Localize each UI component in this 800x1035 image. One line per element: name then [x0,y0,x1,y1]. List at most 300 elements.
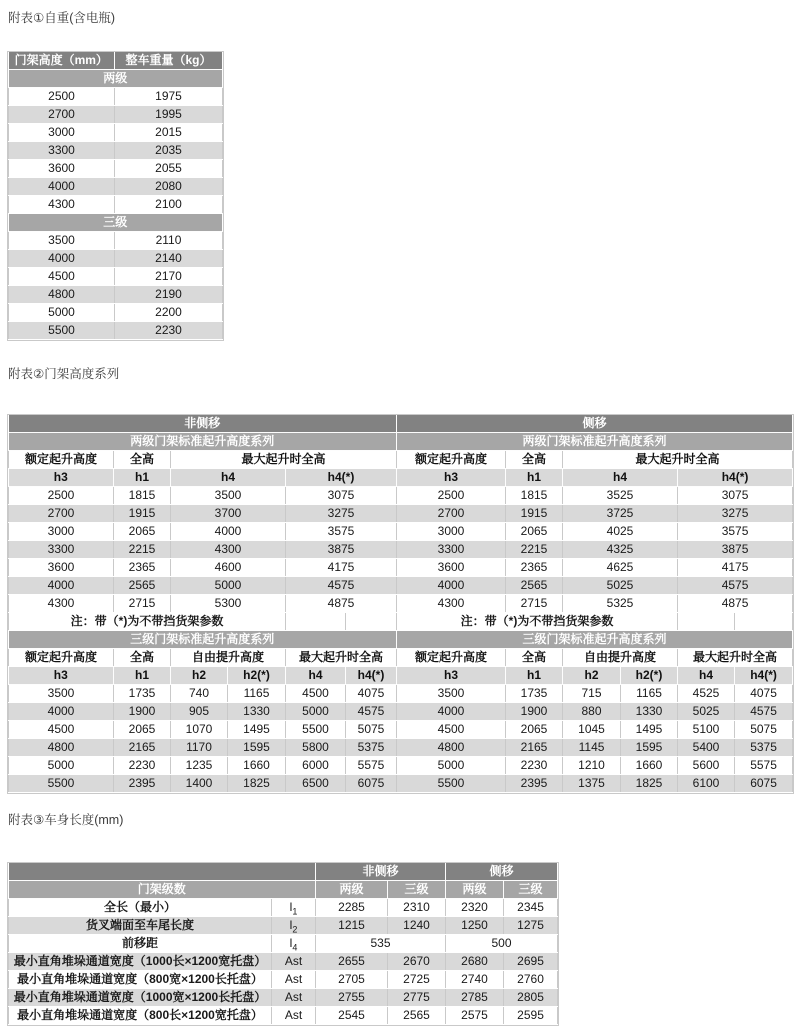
table-cell: 4575 [346,703,397,721]
table-row [9,899,558,917]
two-stage-group-header-row [9,451,793,469]
table-cell: 1595 [228,739,286,757]
table-cell: 2500 [397,487,506,505]
table-cell: 2715 [506,595,563,613]
three-stage-section-title-left: 三级门架标准起升高度系列 [9,631,397,649]
table-cell: 1145 [563,739,621,757]
corner-cell [9,863,316,881]
table-cell: 2110 [115,232,223,250]
table-cell: 5500 [9,322,115,340]
table-cell: 2695 [504,953,558,971]
table-row [9,523,793,541]
section-label-three-stage: 三级 [9,214,223,232]
row-label: 货叉端面至车尾长度 [9,917,272,935]
table-row [9,322,223,340]
table-cell: 4000 [9,178,115,196]
table-cell: 4525 [678,685,735,703]
table-cell: 4575 [735,703,793,721]
sym-h4-right: h4 [678,667,735,685]
table-cell: 2215 [114,541,171,559]
table-cell: 5100 [678,721,735,739]
table-cell: 1995 [115,106,223,124]
table-cell: 5300 [171,595,286,613]
sym-h1-right: h1 [506,469,563,487]
table-cell: 2700 [9,505,114,523]
table-cell: 1815 [114,487,171,505]
table-cell: 5075 [735,721,793,739]
sym-h1-left: h1 [114,667,171,685]
row-label: 最小直角堆垛通道宽度（1000宽×1200长托盘） [9,989,272,1007]
table-cell: 5000 [9,304,115,322]
group-header-max-lift-right: 最大起升时全高 [563,451,793,469]
table-cell: 1825 [228,775,286,793]
table-cell: 1915 [506,505,563,523]
group-header-max-lift-right: 最大起升时全高 [678,649,793,667]
table-cell: 2345 [504,899,558,917]
table-cell: 3575 [678,523,793,541]
table-row [9,953,558,971]
table-cell: 4075 [346,685,397,703]
table-cell: 3000 [9,523,114,541]
table-cell: 1165 [621,685,678,703]
table-cell: 5000 [9,757,114,775]
table-cell: 1215 [316,917,388,935]
sym-h1-right: h1 [506,667,563,685]
table-cell: 1165 [228,685,286,703]
table3-stage-header-row [9,881,558,899]
table-cell: 2065 [506,523,563,541]
table-cell: 4800 [397,739,506,757]
table-cell: 2320 [446,899,504,917]
table-row [9,989,558,1007]
two-stage-height-rows [9,487,793,613]
two-stage-section-title-left: 两级门架标准起升高度系列 [9,433,397,451]
table-cell: 2805 [504,989,558,1007]
table-row [9,685,793,703]
table-cell: 3875 [678,541,793,559]
table-cell: 4300 [171,541,286,559]
table-row [9,268,223,286]
note-row [9,613,793,631]
table-cell: 2565 [388,1007,446,1025]
table-cell: 4575 [678,577,793,595]
table3-title: 附表③车身长度(mm) [8,813,124,827]
table-cell: 2215 [506,541,563,559]
row-label: 最小直角堆垛通道宽度（1000长×1200宽托盘） [9,953,272,971]
table3-top-header-row [9,863,558,881]
table-cell: 3525 [563,487,678,505]
sym-h3-left: h3 [9,469,114,487]
table-row [9,577,793,595]
table-cell: 1735 [114,685,171,703]
table-cell: 5025 [563,577,678,595]
header-sideshift: 侧移 [397,415,793,433]
table2-top-header-row [9,415,793,433]
table-row [9,739,793,757]
table-cell: 5375 [735,739,793,757]
table-cell: 3275 [678,505,793,523]
table-cell: 5575 [346,757,397,775]
table-cell: 2165 [114,739,171,757]
three-stage-section-row [9,631,793,649]
table-cell: 4000 [9,577,114,595]
group-header-max-lift-left: 最大起升时全高 [171,451,397,469]
table-cell: 2680 [446,953,504,971]
table-cell: 1045 [563,721,621,739]
table-cell: 3725 [563,505,678,523]
sym-h3-right: h3 [397,667,506,685]
table-cell: 2140 [115,250,223,268]
table-cell: 5075 [346,721,397,739]
table-cell: 2230 [115,322,223,340]
table-cell: 2595 [504,1007,558,1025]
table-row [9,559,793,577]
table-cell: 2575 [446,1007,504,1025]
table-cell: 2755 [316,989,388,1007]
table-cell: 740 [171,685,228,703]
table-cell: 2080 [115,178,223,196]
table-cell: 3300 [397,541,506,559]
table-cell: 2715 [114,595,171,613]
table-cell: 4325 [563,541,678,559]
empty-cell [286,613,346,631]
table-cell: 2170 [115,268,223,286]
table-cell: 3575 [286,523,397,541]
group-header-max-lift-left: 最大起升时全高 [286,649,397,667]
group-header-free-lift-left: 自由提升高度 [171,649,286,667]
table-cell: 2500 [9,487,114,505]
row-symbol: $l_1$ [272,899,316,917]
table-cell: 1170 [171,739,228,757]
three-stage-weight-rows [9,232,223,340]
table-cell: 4875 [678,595,793,613]
table-cell: 1210 [563,757,621,775]
sym-h2-star-right: h2(*) [621,667,678,685]
sym-h4-star-left: h4(*) [286,469,397,487]
row-label: 最小直角堆垛通道宽度（800宽×1200长托盘） [9,971,272,989]
table-row [9,505,793,523]
table-row [9,142,223,160]
three-stage-section-title-right: 三级门架标准起升高度系列 [397,631,793,649]
table-cell: 2700 [397,505,506,523]
table-cell: 5025 [678,703,735,721]
table-cell: 4500 [9,721,114,739]
table-cell: 4500 [9,268,115,286]
row-label: 最小直角堆垛通道宽度（800长×1200宽托盘） [9,1007,272,1025]
table-cell: 4800 [9,739,114,757]
note-right: 注：带（*)为不带挡货架参数 [397,613,678,631]
section-row-two-stage [9,70,223,88]
table-row [9,721,793,739]
table-cell: 2065 [114,721,171,739]
table-cell: 2065 [506,721,563,739]
row-symbol: Ast [272,971,316,989]
table-row [9,106,223,124]
sym-h1-left: h1 [114,469,171,487]
table-cell: 3300 [9,541,114,559]
header-non-sideshift: 非侧移 [316,863,446,881]
table-cell: 2760 [504,971,558,989]
table-cell: 5600 [678,757,735,775]
col-header-truck-weight: 整车重量（kg） [115,52,223,70]
table-cell: 715 [563,685,621,703]
row-label: 全长（最小） [9,899,272,917]
table-cell: 2015 [115,124,223,142]
table-cell: 2725 [388,971,446,989]
table-cell: 2230 [506,757,563,775]
sym-h2-star-left: h2(*) [228,667,286,685]
table-cell: 4075 [735,685,793,703]
table-cell: 3600 [397,559,506,577]
table-row [9,178,223,196]
table-cell: 6075 [346,775,397,793]
sym-h3-left: h3 [9,667,114,685]
empty-cell [678,613,735,631]
table-cell: 2395 [114,775,171,793]
sym-h4-star-right: h4(*) [735,667,793,685]
row-symbol: $l_4$ [272,935,316,953]
body-length-table [8,863,558,1025]
row-symbol: Ast [272,953,316,971]
table-cell: 4800 [9,286,115,304]
sym-h3-right: h3 [397,469,506,487]
three-stage-height-rows [9,685,793,793]
table-row [9,757,793,775]
table-cell: 1900 [506,703,563,721]
table-cell: 4500 [286,685,346,703]
table-cell: 4500 [397,721,506,739]
table-cell: 4000 [171,523,286,541]
table-cell: 4625 [563,559,678,577]
table-cell: 4175 [286,559,397,577]
table-cell: 2035 [115,142,223,160]
sym-h2-right: h2 [563,667,621,685]
table-cell: 1660 [621,757,678,775]
table-cell: 2365 [114,559,171,577]
table-row [9,935,558,953]
table-cell: 3500 [9,685,114,703]
table-cell: 5500 [9,775,114,793]
table-cell: 5500 [286,721,346,739]
table-cell: 2200 [115,304,223,322]
header-three-stage-side: 三级 [504,881,558,899]
table-cell: 880 [563,703,621,721]
table-cell: 500 [446,935,558,953]
table-cell: 535 [316,935,446,953]
table-cell: 5000 [397,757,506,775]
table-cell: 1330 [228,703,286,721]
table-cell: 4000 [397,703,506,721]
empty-cell [735,613,793,631]
group-header-rated-lift-left: 额定起升高度 [9,649,114,667]
table-cell: 3275 [286,505,397,523]
table1-title: 附表①自重(含电瓶) [8,11,116,25]
table-cell: 4025 [563,523,678,541]
table-cell: 3500 [171,487,286,505]
table-cell: 2700 [9,106,115,124]
table-cell: 2395 [506,775,563,793]
table-row [9,1007,558,1025]
table-cell: 3500 [9,232,115,250]
group-header-overall-height-right: 全高 [506,649,563,667]
table-row [9,917,558,935]
sym-h4-left: h4 [286,667,346,685]
table2-title: 附表②门架高度系列 [8,367,120,381]
group-header-free-lift-right: 自由提升高度 [563,649,678,667]
table-cell: 2565 [114,577,171,595]
table-cell: 1915 [114,505,171,523]
table-row [9,775,793,793]
row-symbol: Ast [272,1007,316,1025]
table-cell: 3000 [9,124,115,142]
table-cell: 1330 [621,703,678,721]
table-cell: 2365 [506,559,563,577]
group-header-overall-height-right: 全高 [506,451,563,469]
header-two-stage-nonside: 两级 [316,881,388,899]
table-row [9,160,223,178]
table-cell: 3875 [286,541,397,559]
table-cell: 5575 [735,757,793,775]
table-cell: 5000 [171,577,286,595]
group-header-rated-lift-left: 额定起升高度 [9,451,114,469]
table-row [9,971,558,989]
table-cell: 4000 [9,250,115,268]
table1-header-row [9,52,223,70]
table-cell: 3600 [9,160,115,178]
table-cell: 1900 [114,703,171,721]
table-cell: 5500 [397,775,506,793]
table-cell: 2705 [316,971,388,989]
row-symbol: Ast [272,989,316,1007]
table-cell: 1240 [388,917,446,935]
table-row [9,304,223,322]
table-cell: 4000 [397,577,506,595]
table-cell: 2285 [316,899,388,917]
table-cell: 1235 [171,757,228,775]
table-cell: 1815 [506,487,563,505]
group-header-rated-lift-right: 额定起升高度 [397,451,506,469]
row-label: 前移距 [9,935,272,953]
table-cell: 1660 [228,757,286,775]
table-cell: 5000 [286,703,346,721]
header-three-stage-nonside: 三级 [388,881,446,899]
two-stage-section-row [9,433,793,451]
group-header-overall-height-left: 全高 [114,649,171,667]
table-cell: 6075 [735,775,793,793]
table-cell: 2165 [506,739,563,757]
table-cell: 5375 [346,739,397,757]
table-cell: 2740 [446,971,504,989]
table-cell: 4300 [9,595,114,613]
table-row [9,595,793,613]
table-cell: 1275 [504,917,558,935]
header-non-sideshift: 非侧移 [9,415,397,433]
table-cell: 3700 [171,505,286,523]
sym-h4-star-right: h4(*) [678,469,793,487]
table-cell: 1735 [506,685,563,703]
table-cell: 1070 [171,721,228,739]
table-cell: 4000 [9,703,114,721]
table-cell: 2190 [115,286,223,304]
table-row [9,286,223,304]
table-row [9,88,223,106]
table-cell: 2785 [446,989,504,1007]
table-row [9,232,223,250]
table-cell: 3600 [9,559,114,577]
table-cell: 4575 [286,577,397,595]
table-cell: 6500 [286,775,346,793]
sym-h2-left: h2 [171,667,228,685]
table-cell: 2310 [388,899,446,917]
table-cell: 1495 [228,721,286,739]
empty-cell [346,613,397,631]
table-cell: 1975 [115,88,223,106]
table-row [9,487,793,505]
table-cell: 3075 [678,487,793,505]
table-cell: 3000 [397,523,506,541]
table-cell: 3075 [286,487,397,505]
two-stage-weight-rows [9,88,223,214]
table-cell: 5400 [678,739,735,757]
self-weight-table [8,52,223,340]
table-cell: 1250 [446,917,504,935]
table-cell: 4600 [171,559,286,577]
header-mast-stages: 门架级数 [9,881,316,899]
table-cell: 2055 [115,160,223,178]
table-cell: 2775 [388,989,446,1007]
sym-h4-right: h4 [563,469,678,487]
table-cell: 4300 [397,595,506,613]
table-row [9,124,223,142]
table-cell: 4175 [678,559,793,577]
table-cell: 2545 [316,1007,388,1025]
three-stage-group-header-row [9,649,793,667]
table-row [9,250,223,268]
table-row [9,196,223,214]
table-cell: 4875 [286,595,397,613]
header-two-stage-side: 两级 [446,881,504,899]
sym-h4-star-left: h4(*) [346,667,397,685]
col-header-mast-height: 门架高度（mm） [9,52,115,70]
table-cell: 1400 [171,775,228,793]
table-row [9,541,793,559]
table-cell: 5800 [286,739,346,757]
table-cell: 3300 [9,142,115,160]
header-sideshift: 侧移 [446,863,558,881]
table-cell: 1595 [621,739,678,757]
table-cell: 905 [171,703,228,721]
section-label-two-stage: 两级 [9,70,223,88]
table-cell: 4300 [9,196,115,214]
table-cell: 1375 [563,775,621,793]
table-cell: 2565 [506,577,563,595]
table-cell: 2230 [114,757,171,775]
two-stage-symbol-header-row [9,469,793,487]
table-cell: 6000 [286,757,346,775]
table-cell: 2065 [114,523,171,541]
table-cell: 6100 [678,775,735,793]
table-cell: 2670 [388,953,446,971]
three-stage-symbol-header-row [9,667,793,685]
mast-height-table [8,415,793,793]
table-cell: 1495 [621,721,678,739]
section-row-three-stage [9,214,223,232]
group-header-overall-height-left: 全高 [114,451,171,469]
sym-h4-left: h4 [171,469,286,487]
note-left: 注：带（*)为不带挡货架参数 [9,613,286,631]
table-cell: 2100 [115,196,223,214]
two-stage-section-title-right: 两级门架标准起升高度系列 [397,433,793,451]
